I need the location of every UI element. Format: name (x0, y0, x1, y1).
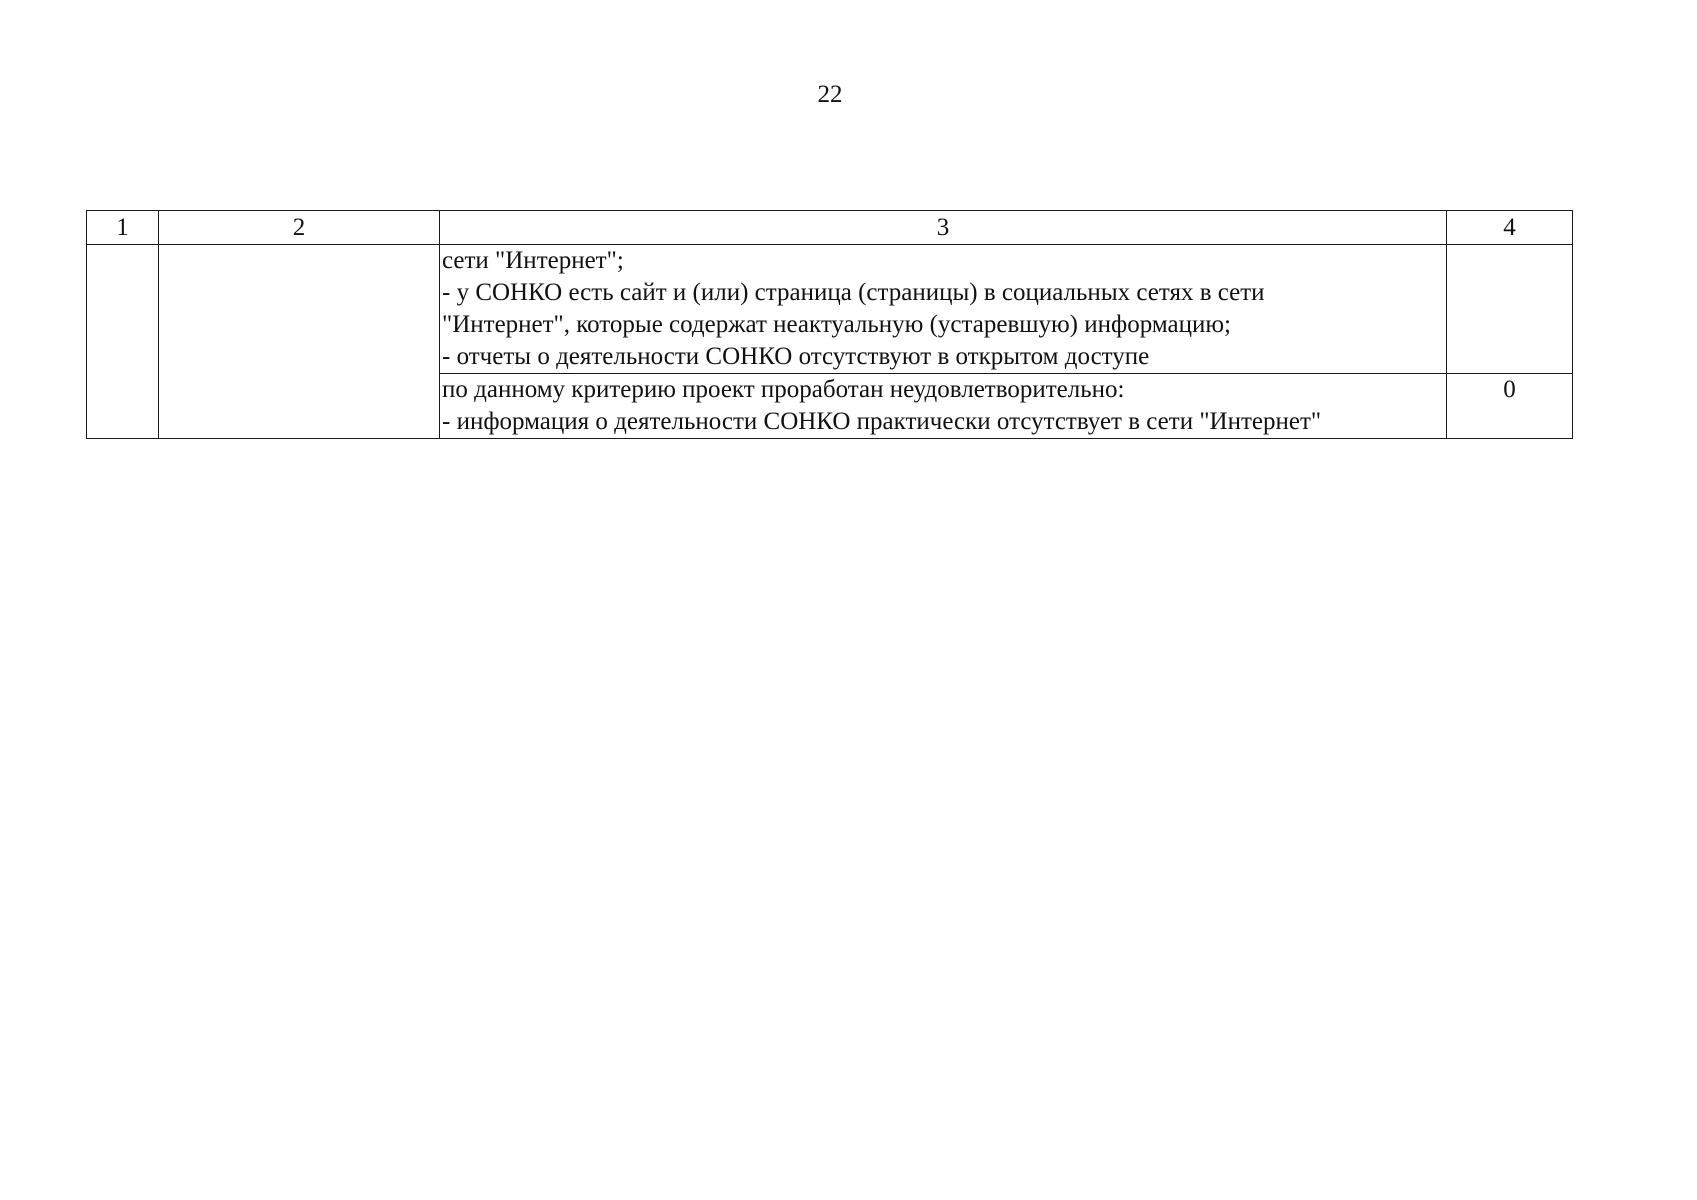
column-number-1: 1 (87, 211, 159, 245)
cell-col1-empty (87, 245, 159, 439)
table-row (87, 245, 1573, 374)
criterion-line: "Интернет", которые содержат неактуальную (устаревшую) информацию; (442, 311, 1231, 338)
column-number-2: 2 (159, 211, 440, 245)
criterion-line: - у СОНКО есть сайт и (или) страница (страницы) в социальных сетях в сети (442, 279, 1265, 306)
score-cell (1447, 245, 1573, 374)
criterion-line: сети "Интернет"; (442, 247, 624, 274)
criterion-line: - отчеты о деятельности СОНКО отсутствуют в открытом доступе (442, 343, 1150, 370)
cell-col2-empty (159, 245, 440, 439)
criterion-text-cell (440, 374, 1447, 439)
criterion-text-cell (440, 245, 1447, 374)
table-header-row (87, 211, 1573, 245)
criterion-line: по данному критерию проект проработан неудовлетворительно: (442, 376, 1125, 403)
column-number-3: 3 (440, 211, 1447, 245)
criterion-line: - информация о деятельности СОНКО практически отсутствует в сети "Интернет" (442, 408, 1322, 435)
column-number-4: 4 (1447, 211, 1573, 245)
page-number: 22 (817, 81, 843, 108)
score-cell: 0 (1447, 374, 1573, 439)
criteria-table (86, 210, 1573, 439)
